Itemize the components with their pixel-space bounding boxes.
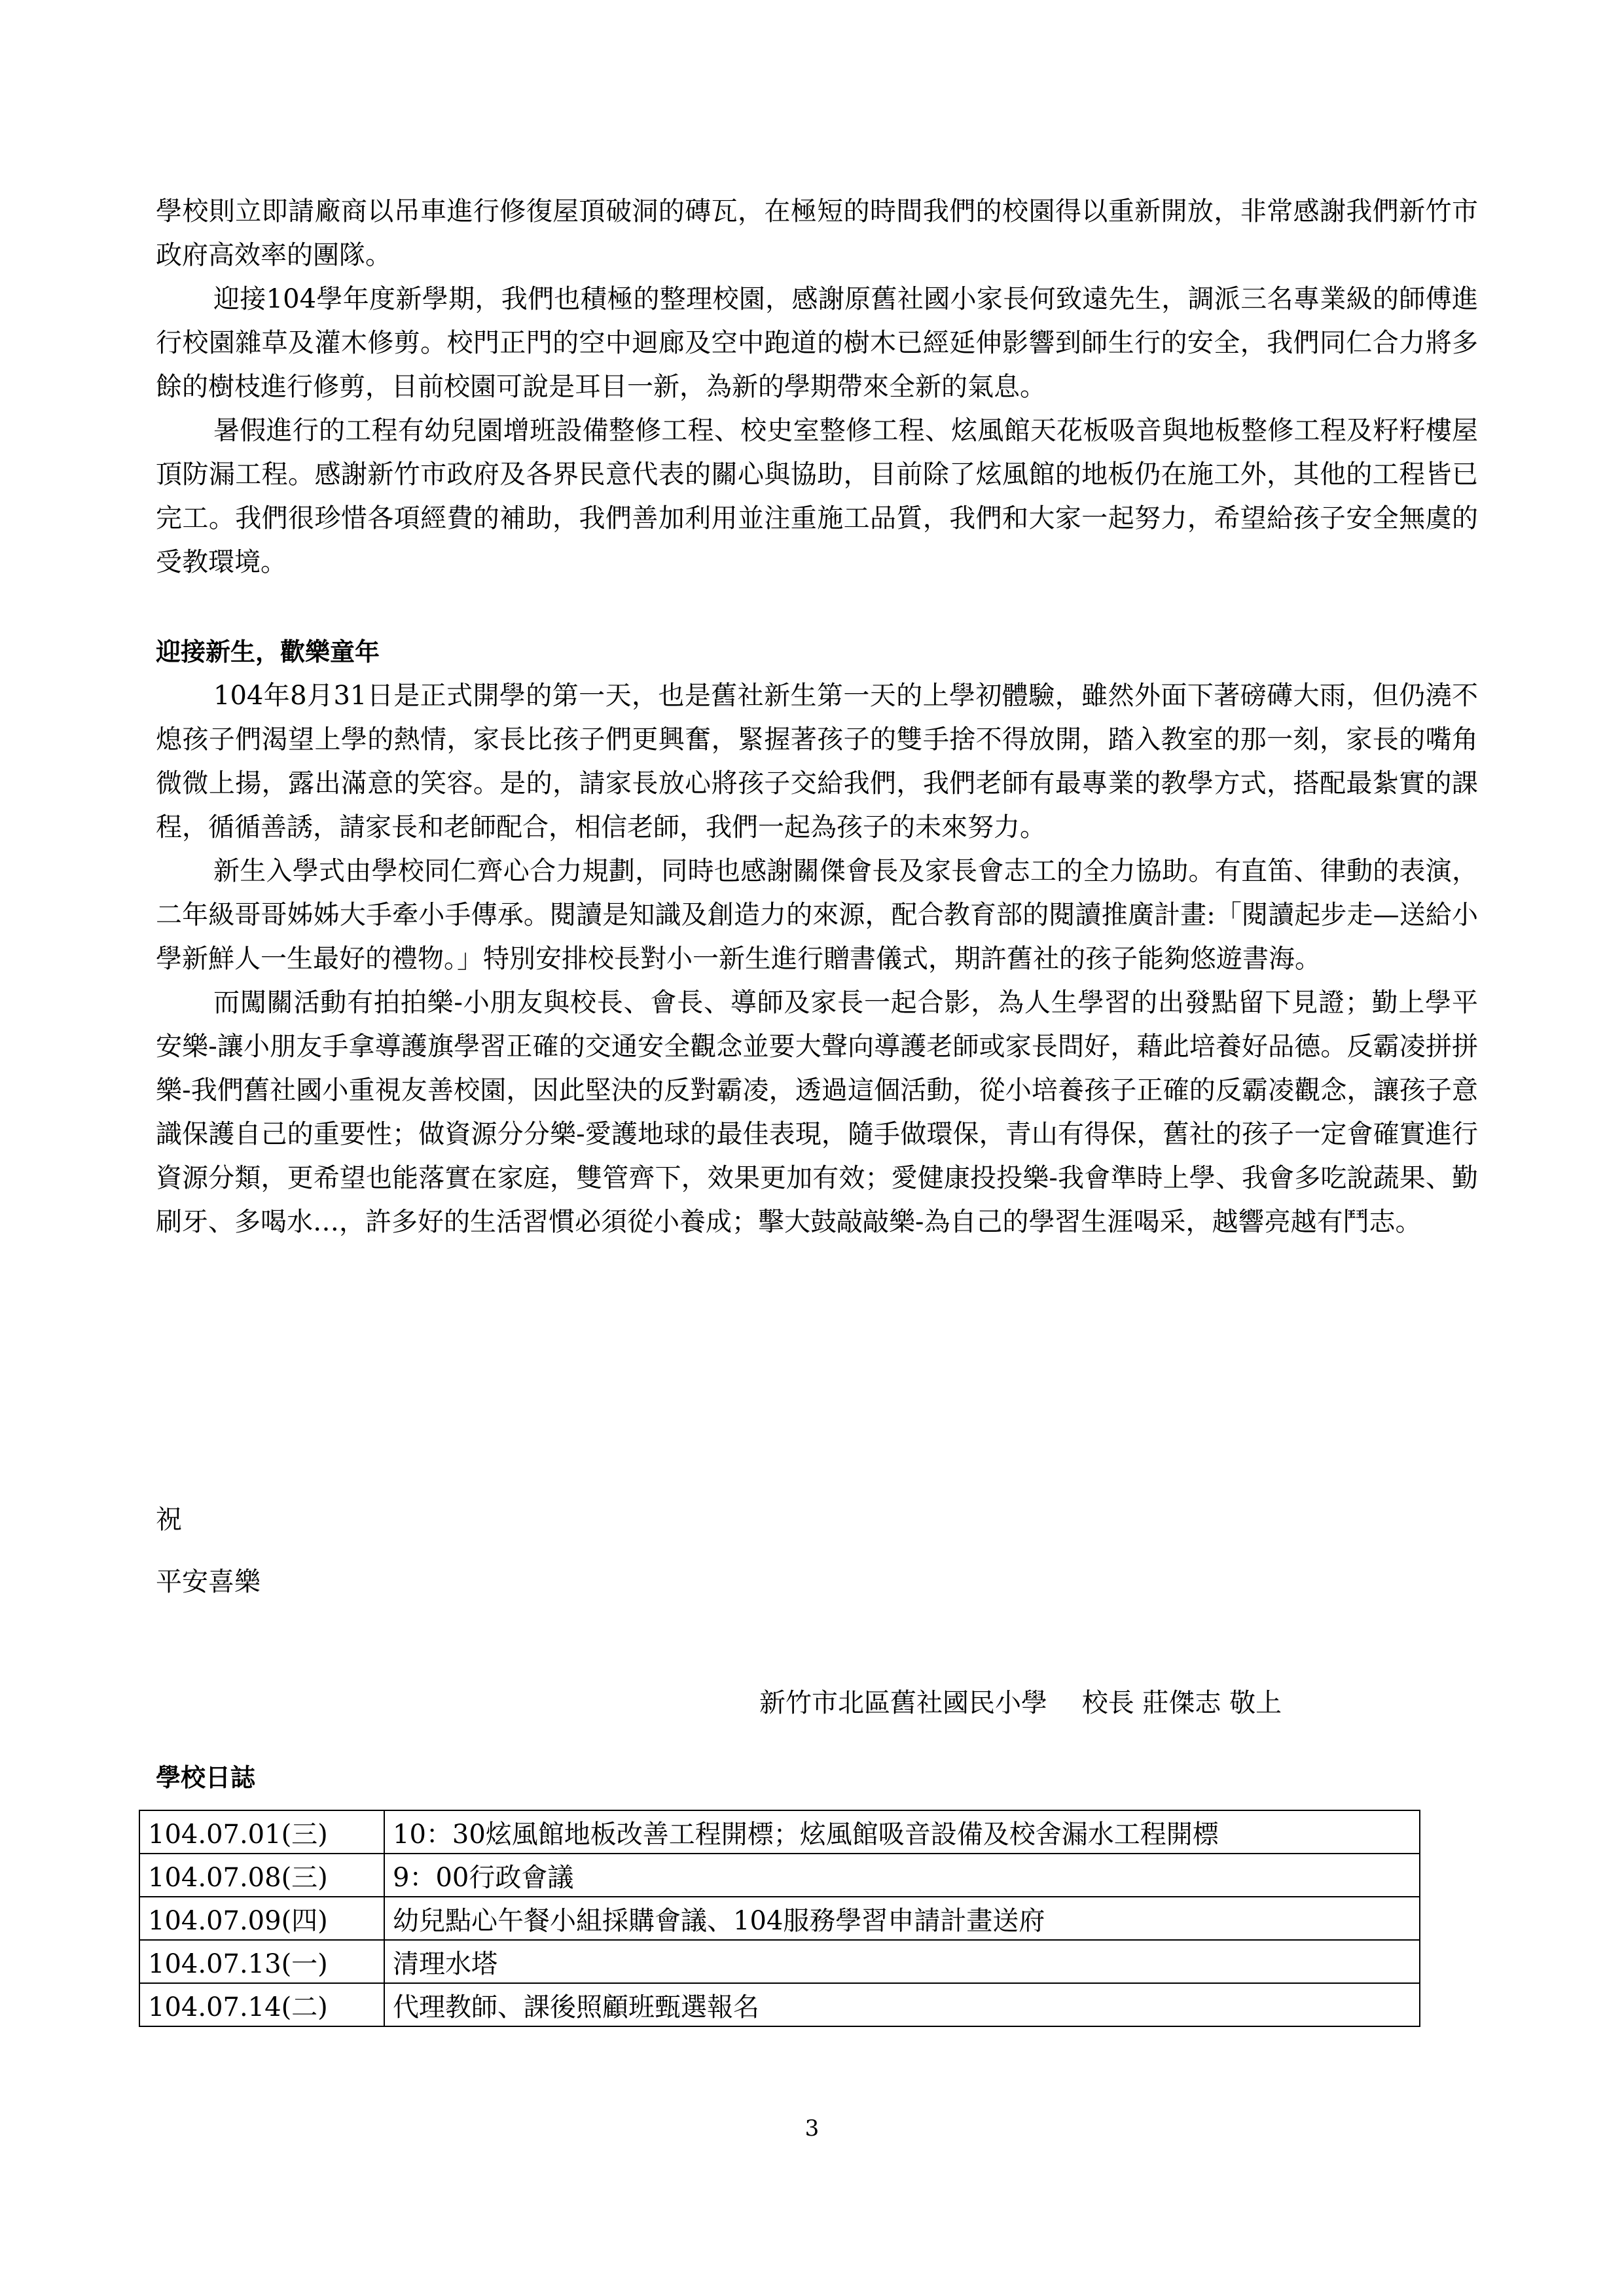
closing-salutation: 祝 xyxy=(156,1505,182,1535)
log-date: 104.07.09(四) xyxy=(139,1897,384,1940)
log-event: 幼兒點心午餐小組採購會議、104服務學習申請計畫送府 xyxy=(384,1897,1420,1940)
body-text xyxy=(156,190,1478,1244)
table-row xyxy=(139,1940,1420,1983)
paragraph: 迎接104學年度新學期，我們也積極的整理校園，感謝原舊社國小家長何致遠先生，調派三名專業級的師傅進行校園雜草及灌木修剪。校門正門的空中迴廊及空中跑道的樹木已經延伸影響到師生行的安全，我們同仁合力將多餘的樹枝進行修剪，目前校園可說是耳目一新，為新的學期帶來全新的氣息。 xyxy=(156,284,1478,402)
table-row xyxy=(139,1897,1420,1940)
paragraph: 而闖關活動有拍拍樂-小朋友與校長、會長、導師及家長一起合影，為人生學習的出發點留下見證；勤上學平安樂-讓小朋友手拿導護旗學習正確的交通安全觀念並要大聲向導護老師或家長問好，藉此培養好品德。反霸凌拼拼樂-我們舊社國小重視友善校園，因此堅決的反對霸凌，透過這個活動，從小培養孩子正確的反霸凌觀念，讓孩子意識保護自己的重要性；做資源分分樂-愛護地球的最佳表現，隨手做環保，青山有得保，舊社的孩子一定會確實進行資源分類，更希望也能落實在家庭，雙管齊下，效果更加有效；愛健康投投樂-我會準時上學、我會多吃說蔬果、勤刷牙、多喝水…，許多好的生活習慣必須從小養成；擊大鼓敲敲樂-為自己的學習生涯喝采，越響亮越有鬥志。 xyxy=(156,988,1478,1237)
log-event: 9：00行政會議 xyxy=(384,1854,1420,1897)
section-heading: 迎接新生，歡樂童年 xyxy=(156,637,380,666)
paragraph: 暑假進行的工程有幼兒園增班設備整修工程、校史室整修工程、炫風館天花板吸音與地板整修工程及籽籽樓屋頂防漏工程。感謝新竹市政府及各界民意代表的關心與協助，目前除了炫風館的地板仍在施工外，其他的工程皆已完工。我們很珍惜各項經費的補助，我們善加利用並注重施工品質，我們和大家一起努力，希望給孩子安全無虞的受教環境。 xyxy=(156,416,1478,577)
log-event: 10：30炫風館地板改善工程開標；炫風館吸音設備及校舍漏水工程開標 xyxy=(384,1810,1420,1854)
log-date: 104.07.08(三) xyxy=(139,1854,384,1897)
table-row xyxy=(139,1854,1420,1897)
school-log-title: 學校日誌 xyxy=(156,1763,256,1792)
log-event: 代理教師、課後照顧班甄選報名 xyxy=(384,1983,1420,2026)
paragraph: 新生入學式由學校同仁齊心合力規劃，同時也感謝關傑會長及家長會志工的全力協助。有直笛、律動的表演，二年級哥哥姊姊大手牽小手傳承。閱讀是知識及創造力的來源，配合教育部的閱讀推廣計畫:「閱讀起步走—送給小學新鮮人一生最好的禮物。」特別安排校長對小一新生進行贈書儀式，期許舊社的孩子能夠悠遊書海。 xyxy=(156,856,1478,974)
table-row xyxy=(139,1810,1420,1854)
log-event: 清理水塔 xyxy=(384,1940,1420,1983)
log-date: 104.07.01(三) xyxy=(139,1810,384,1854)
signature-line: 新竹市北區舊社國民小學 校長 莊傑志 敬上 xyxy=(759,1688,1282,1718)
paragraph: 104年8月31日是正式開學的第一天，也是舊社新生第一天的上學初體驗，雖然外面下著磅礡大雨，但仍澆不熄孩子們渴望上學的熱情，家長比孩子們更興奮，緊握著孩子的雙手捨不得放開，踏入教室的那一刻，家長的嘴角微微上揚，露出滿意的笑容。是的，請家長放心將孩子交給我們，我們老師有最專業的教學方式，搭配最紮實的課程，循循善誘，請家長和老師配合，相信老師，我們一起為孩子的未來努力。 xyxy=(156,681,1478,842)
page-number: 3 xyxy=(804,2115,820,2142)
school-log-table xyxy=(139,1810,1420,2027)
log-date: 104.07.13(一) xyxy=(139,1940,384,1983)
closing-wish: 平安喜樂 xyxy=(156,1567,261,1597)
paragraph: 學校則立即請廠商以吊車進行修復屋頂破洞的磚瓦，在極短的時間我們的校園得以重新開放，非常感謝我們新竹市政府高效率的團隊。 xyxy=(156,196,1478,270)
log-date: 104.07.14(二) xyxy=(139,1983,384,2026)
table-row xyxy=(139,1983,1420,2026)
